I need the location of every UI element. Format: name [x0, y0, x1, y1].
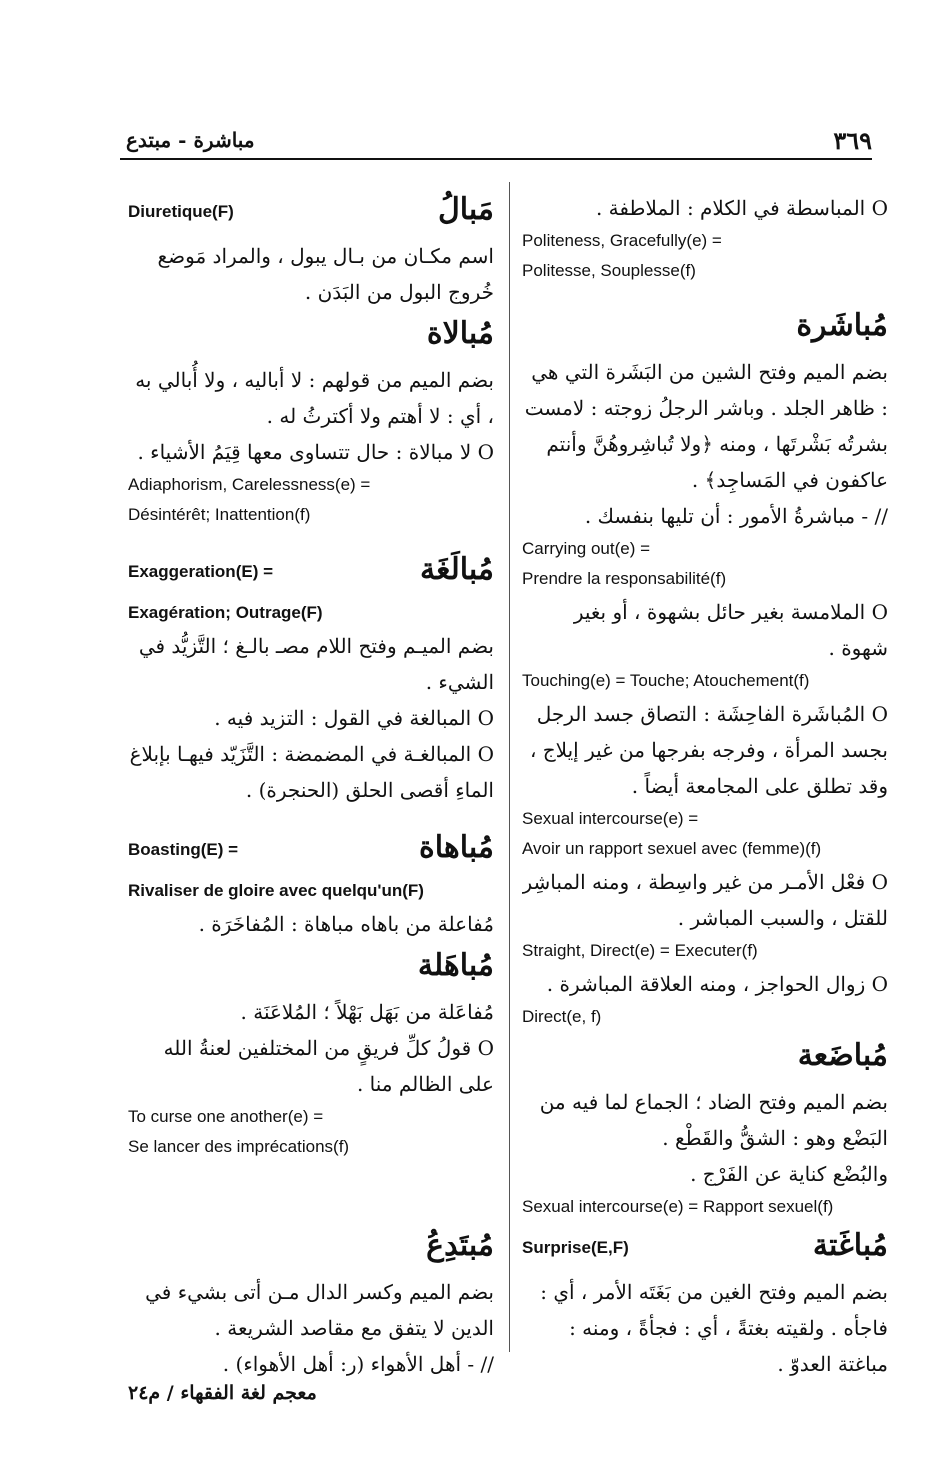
headword: مُبتَدِعُ [426, 1228, 494, 1263]
entry-mabal [128, 190, 494, 310]
sense: O المبالغة في القول : التزيد فيه . [128, 700, 494, 736]
english-equivalent: To curse one another(e) = [128, 1107, 324, 1126]
headword-equivalent: Boasting(E) = [128, 840, 239, 859]
sense: O المباسطة في الكلام : الملاطفة . [522, 190, 888, 226]
sense: O الملامسة بغير حائل بشهوة ، أو بغير شهوة . [522, 594, 888, 666]
french-equivalent: Politesse, Souplesse(f) [522, 261, 696, 280]
english-equivalent: Carrying out(e) = [522, 539, 651, 558]
page-header [120, 118, 872, 160]
english-equivalent: Politeness, Gracefully(e) = [522, 231, 722, 250]
sense: O المُباشَرة الفاحِشَة : التصاق جسد الرجل بجسد المرأة ، وفرجه بفرجها من غير إيلاج ، وقد تطلق على المجامعة أيضاً . [522, 696, 888, 804]
footer-book-reference: معجم لغة الفقهاء / م٢٤ [128, 1382, 317, 1404]
page-number: ٣٦٩ [833, 126, 872, 155]
french-equivalent: Rivaliser de gloire avec quelqu'un(F) [128, 881, 424, 900]
entry-mubashara [522, 306, 888, 1032]
headword: مُباهاة [419, 830, 494, 865]
french-equivalent: Désintérêt; Inattention(f) [128, 505, 311, 524]
sense: O زوال الحواجز ، ومنه العلاقة المباشرة . [522, 966, 888, 1002]
sense: O فعْل الأمـر من غير واسِطة ، ومنه المباشِر للقتل ، والسبب المباشر . [522, 864, 888, 936]
entry-mubtadi [128, 1226, 494, 1380]
headword: مُباشَرة [796, 308, 888, 343]
english-equivalent: Touching(e) = Touche; Atouchement(f) [522, 671, 810, 690]
sub-entry: // - مباشرةُ الأمور : أن تليها بنفسك . [584, 504, 888, 528]
definition: بضم الميم وكسر الدال مـن أتى بشيء في الدين لا يتفق مع مقاصد الشريعة . [145, 1280, 494, 1340]
french-equivalent: Avoir un rapport sexuel avec (femme)(f) [522, 839, 822, 858]
definition: والبُضْع كناية عن الفَرْج . [690, 1162, 888, 1186]
entry-continuation [522, 190, 888, 286]
french-equivalent: Prendre la responsabilité(f) [522, 569, 727, 588]
english-equivalent: Straight, Direct(e) = Executer(f) [522, 941, 758, 960]
definition: اسم مكـان من بـال يبول ، والمراد مَوضع خُروج البول من البَدَن . [157, 244, 494, 304]
entry-mubadaa [522, 1036, 888, 1222]
running-head: مباشرة - مبتدع [126, 128, 255, 152]
entry-mubahat [128, 828, 494, 942]
definition: بضم الميـم وفتح اللام مصـ بالـغ ؛ التَّزيُّد في الشيء . [138, 634, 494, 694]
entry-mubaghata [522, 1226, 888, 1380]
definition: بضم الميم وفتح الغين من بَغَتَه الأمر ، أي : فاجأه . ولقيته بغتةً ، أي : فجأةً ، ومنه : مباغتة العدوّ . [540, 1280, 888, 1376]
left-column [128, 190, 494, 1380]
headword: مُباهَلة [417, 948, 494, 983]
definition: مُفاعلة من باهاه مباهاة : المُفاخَرَة . [198, 912, 494, 936]
entry-mubahala [128, 946, 494, 1162]
headword: مُبالاة [426, 316, 494, 351]
headword: مُبالَغَة [420, 552, 494, 587]
sense: O قولُ كلِّ فريقٍ من المختلفين لعنةُ الله على الظالم منا . [128, 1030, 494, 1102]
headword-equivalent: Surprise(E,F) [522, 1238, 629, 1257]
definition: مُفاعَلة من بَهَل بَهْلاً ؛ المُلاعَنَة . [240, 1000, 494, 1024]
french-equivalent: Exagération; Outrage(F) [128, 603, 323, 622]
column-divider [509, 182, 510, 1352]
right-column [522, 190, 888, 1380]
entry-mubalat [128, 314, 494, 530]
english-equivalent: Sexual intercourse(e) = [522, 809, 699, 828]
entry-mubalagha [128, 550, 494, 808]
definition: بضم الميم وفتح الضاد ؛ الجماع لما فيه من البَضْع وهو : الشقُّ والقَطْع . [539, 1090, 888, 1150]
headword: مُباضَعة [797, 1038, 888, 1073]
english-equivalent: Direct(e, f) [522, 1007, 602, 1026]
headword: مُباغَتة [812, 1228, 888, 1263]
english-equivalent: Sexual intercourse(e) = Rapport sexuel(f) [522, 1197, 834, 1216]
french-equivalent: Se lancer des imprécations(f) [128, 1137, 350, 1156]
headword-equivalent: Diuretique(F) [128, 202, 234, 221]
headword-equivalent: Exaggeration(E) = [128, 562, 274, 581]
definition: بضم الميم من قولهم : لا أباليه ، ولا أُبالي به ، أي : لا أهتم ولا أكترثُ له . [135, 368, 494, 428]
english-equivalent: Adiaphorism, Carelessness(e) = [128, 475, 371, 494]
headword: مَبالُ [437, 192, 494, 227]
definition: بضم الميم وفتح الشين من البَشَرة التي هي : ظاهر الجلد . وباشر الرجلُ زوجته : لامست بشرتُه بَشْرتَها ، ومنه ﴿ولا تُباشِروهُنَّ وأنتم عاكفون في المَساجِد﴾ . [524, 360, 888, 492]
sub-entry: // - أهل الأهواء (ر: أهل الأهواء) . [222, 1352, 494, 1376]
sense: O المبالغـة في المضمضة : التَّزَيّد فيهـا بإبلاغ الماءِ أقصى الحلق (الحنجرة) . [128, 736, 494, 808]
sense: O لا مبالاة : حال تتساوى معها قِيَمُ الأشياء . [128, 434, 494, 470]
